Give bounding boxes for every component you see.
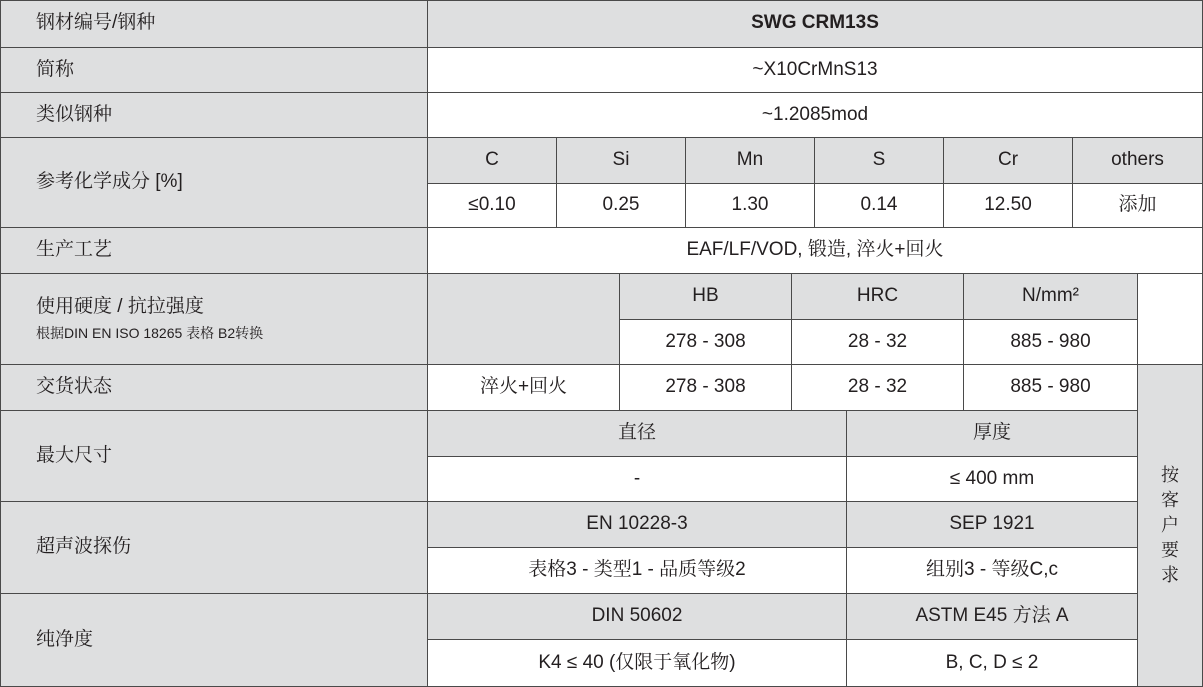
ultrasonic-standard-sep: SEP 1921 [847, 502, 1138, 548]
chem-value-mn: 1.30 [686, 184, 815, 228]
max-size-header-diameter: 直径 [428, 411, 847, 457]
delivery-label: 交货状态 [0, 365, 428, 411]
hardness-value-hb: 278 - 308 [620, 320, 792, 365]
side-note-on-request [1138, 365, 1203, 687]
process-label: 生产工艺 [0, 228, 428, 274]
side-note-char-2: 客 [1161, 490, 1179, 510]
ultrasonic-value-en: 表格3 - 类型1 - 品质等级2 [428, 548, 847, 594]
hardness-value-nmm2: 885 - 980 [964, 320, 1138, 365]
hardness-title: 使用硬度 / 抗拉强度 [36, 296, 204, 318]
chem-value-c: ≤0.10 [428, 184, 557, 228]
chem-header-cr: Cr [944, 138, 1073, 184]
chem-header-c: C [428, 138, 557, 184]
hardness-blank-cell [428, 274, 620, 365]
purity-label: 纯净度 [0, 594, 428, 687]
purity-standard-astm: ASTM E45 方法 A [847, 594, 1138, 640]
hardness-label [0, 274, 428, 365]
hardness-header-nmm2: N/mm² [964, 274, 1138, 320]
purity-standard-din: DIN 50602 [428, 594, 847, 640]
chem-header-others: others [1073, 138, 1203, 184]
chem-value-s: 0.14 [815, 184, 944, 228]
side-note-char-3: 户 [1161, 515, 1179, 535]
max-size-label: 最大尺寸 [0, 411, 428, 502]
similar-grade-value: ~1.2085mod [428, 93, 1203, 138]
purity-value-din: K4 ≤ 40 (仅限于氧化物) [428, 640, 847, 687]
chem-value-si: 0.25 [557, 184, 686, 228]
chemistry-label: 参考化学成分 [%] [0, 138, 428, 228]
process-value: EAF/LF/VOD, 锻造, 淬火+回火 [428, 228, 1203, 274]
max-size-value-diameter: - [428, 457, 847, 502]
similar-grade-label: 类似钢种 [0, 93, 428, 138]
max-size-header-thickness: 厚度 [847, 411, 1138, 457]
max-size-value-thickness: ≤ 400 mm [847, 457, 1138, 502]
ultrasonic-label: 超声波探伤 [0, 502, 428, 594]
delivery-state: 淬火+回火 [428, 365, 620, 411]
chem-value-others: 添加 [1073, 184, 1203, 228]
ultrasonic-standard-en: EN 10228-3 [428, 502, 847, 548]
grade-value: SWG CRM13S [428, 0, 1203, 48]
delivery-hrc: 28 - 32 [792, 365, 964, 411]
chem-header-si: Si [557, 138, 686, 184]
delivery-nmm2: 885 - 980 [964, 365, 1138, 411]
side-note-char-5: 求 [1161, 565, 1179, 585]
side-note-char-4: 要 [1161, 540, 1179, 560]
chem-header-s: S [815, 138, 944, 184]
hardness-header-hrc: HRC [792, 274, 964, 320]
hardness-value-hrc: 28 - 32 [792, 320, 964, 365]
delivery-hb: 278 - 308 [620, 365, 792, 411]
ultrasonic-value-sep: 组别3 - 等级C,c [847, 548, 1138, 594]
grade-label: 钢材编号/钢种 [0, 0, 428, 48]
short-name-value: ~X10CrMnS13 [428, 48, 1203, 93]
hardness-subtitle: 根据DIN EN ISO 18265 表格 B2转换 [36, 325, 264, 341]
purity-value-astm: B, C, D ≤ 2 [847, 640, 1138, 687]
chem-header-mn: Mn [686, 138, 815, 184]
hardness-side-blank [1138, 274, 1203, 365]
hardness-header-hb: HB [620, 274, 792, 320]
short-name-label: 简称 [0, 48, 428, 93]
side-note-char-1: 按 [1161, 465, 1179, 485]
chem-value-cr: 12.50 [944, 184, 1073, 228]
